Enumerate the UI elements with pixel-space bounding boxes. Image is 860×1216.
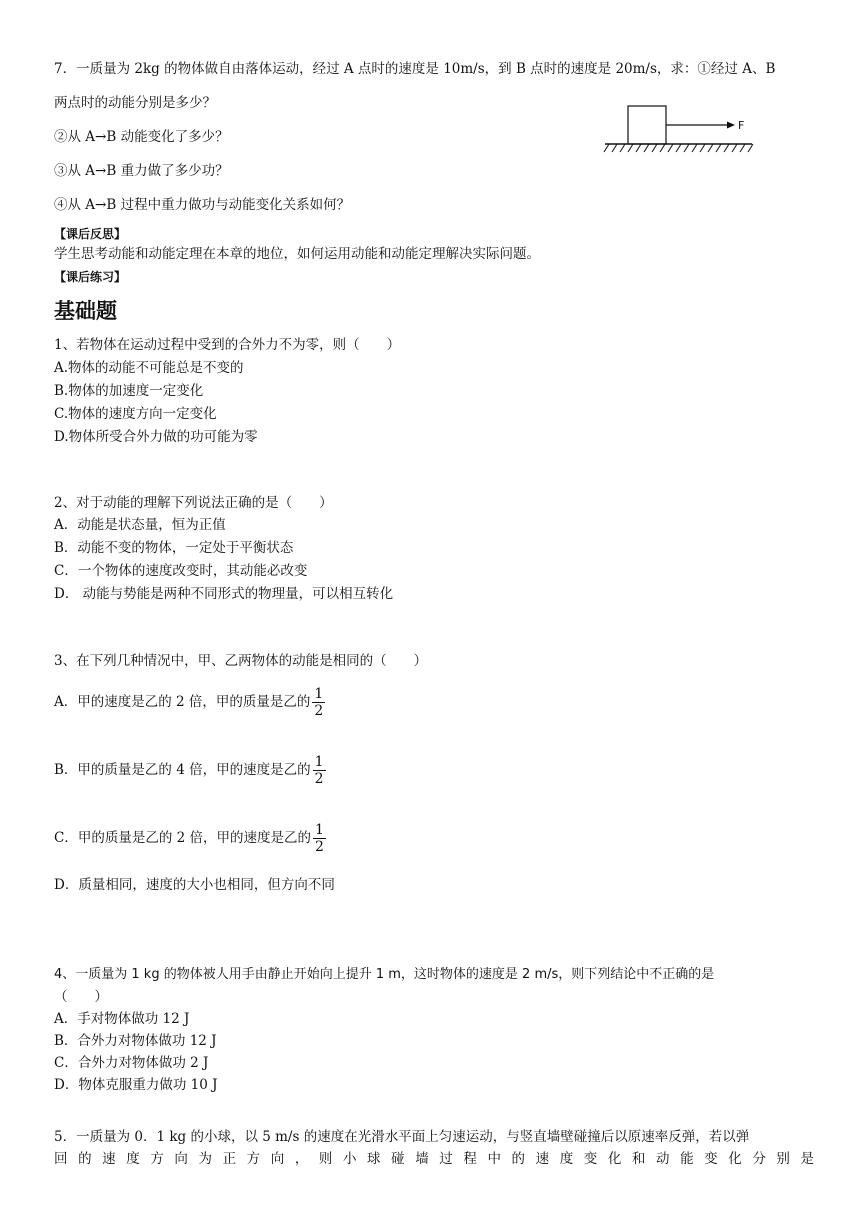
q7-line-4: ③从 A→B 重力做了多少功？: [54, 163, 229, 179]
q2-stem: 2、对于动能的理解下列说法正确的是（ ）: [54, 495, 333, 511]
q7-line-5: ④从 A→B 过程中重力做功与动能变化关系如何？: [54, 197, 351, 213]
q2-option-d: D． 动能与势能是两种不同形式的物理量，可以相互转化: [54, 586, 394, 602]
fraction-one-half: [313, 822, 326, 855]
reflection-text: 学生思考动能和动能定理在本章的地位，如何运用动能和动能定理解决实际问题。: [54, 246, 540, 262]
q5-line-2: 回的速度方向为正方向，则小球碰墙过程中的速度变化和动能变化分别是: [54, 1151, 814, 1167]
q1-option-d: D.物体所受合外力做的功可能为零: [54, 429, 258, 445]
q7-line-2: 两点时的动能分别是多少？: [54, 95, 216, 111]
q4-option-c: C．合外力对物体做功 2 J: [54, 1055, 209, 1071]
q1-stem: 1、若物体在运动过程中受到的合外力不为零，则（ ）: [54, 337, 401, 353]
q1-option-a: A.物体的动能不可能总是不变的: [54, 360, 244, 376]
fraction-denominator: 2: [314, 771, 324, 787]
q3-stem: 3、在下列几种情况中，甲、乙两物体的动能是相同的（ ）: [54, 653, 428, 669]
fraction-numerator: 1: [315, 822, 324, 838]
fraction-one-half: [312, 686, 325, 719]
q4-answer-paren: （ ）: [54, 989, 108, 1005]
section-title: 基础题: [54, 299, 117, 323]
q3-option-c: [54, 820, 326, 856]
q3-option-a-text: A．甲的速度是乙的 2 倍，甲的质量是乙的: [54, 694, 311, 710]
q4-option-b: B．合外力对物体做功 12 J: [54, 1033, 217, 1049]
q4-stem: 4、一质量为 1 kg 的物体被人用手由静止开始向上提升 1 m，这时物体的速度是 2 m/s，则下列结论中不正确的是: [54, 967, 715, 982]
force-label: F: [738, 119, 745, 132]
q3-option-b-text: B．甲的质量是乙的 4 倍，甲的速度是乙的: [54, 762, 311, 778]
q4-option-d: D．物体克服重力做功 10 J: [54, 1077, 218, 1093]
fraction-denominator: 2: [315, 839, 324, 855]
q1-option-b: B.物体的加速度一定变化: [54, 383, 204, 399]
block-force-figure: [600, 100, 760, 160]
fraction-numerator: 1: [314, 754, 324, 770]
q2-option-b: B．动能不变的物体，一定处于平衡状态: [54, 540, 294, 556]
fraction-numerator: 1: [314, 686, 324, 702]
q3-option-b: [54, 752, 326, 788]
q1-option-c: C.物体的速度方向一定变化: [54, 406, 217, 422]
q2-option-a: A．动能是状态量，恒为正值: [54, 517, 226, 533]
reflection-heading: 【课后反思】: [54, 227, 127, 241]
q7-line-3: ②从 A→B 动能变化了多少？: [54, 129, 229, 145]
q5-line-1: 5．一质量为 0．1 kg 的小球，以 5 m/s 的速度在光滑水平面上匀速运动，与竖直墙壁碰撞后以原速率反弹，若以弹: [54, 1129, 750, 1145]
q3-option-d: D．质量相同，速度的大小也相同，但方向不同: [54, 877, 335, 893]
fraction-one-half: [313, 754, 326, 787]
q4-option-a: A．手对物体做功 12 J: [54, 1011, 190, 1027]
q3-option-c-text: C．甲的质量是乙的 2 倍，甲的速度是乙的: [54, 830, 312, 846]
fraction-denominator: 2: [314, 703, 324, 719]
q7-line-1: 7．一质量为 2kg 的物体做自由落体运动，经过 A 点时的速度是 10m/s，到 B 点时的速度是 20m/s，求：①经过 A、B: [54, 61, 776, 77]
q3-option-a: [54, 684, 325, 720]
practice-heading: 【课后练习】: [54, 270, 127, 284]
q2-option-c: C．一个物体的速度改变时，其动能必改变: [54, 563, 308, 579]
